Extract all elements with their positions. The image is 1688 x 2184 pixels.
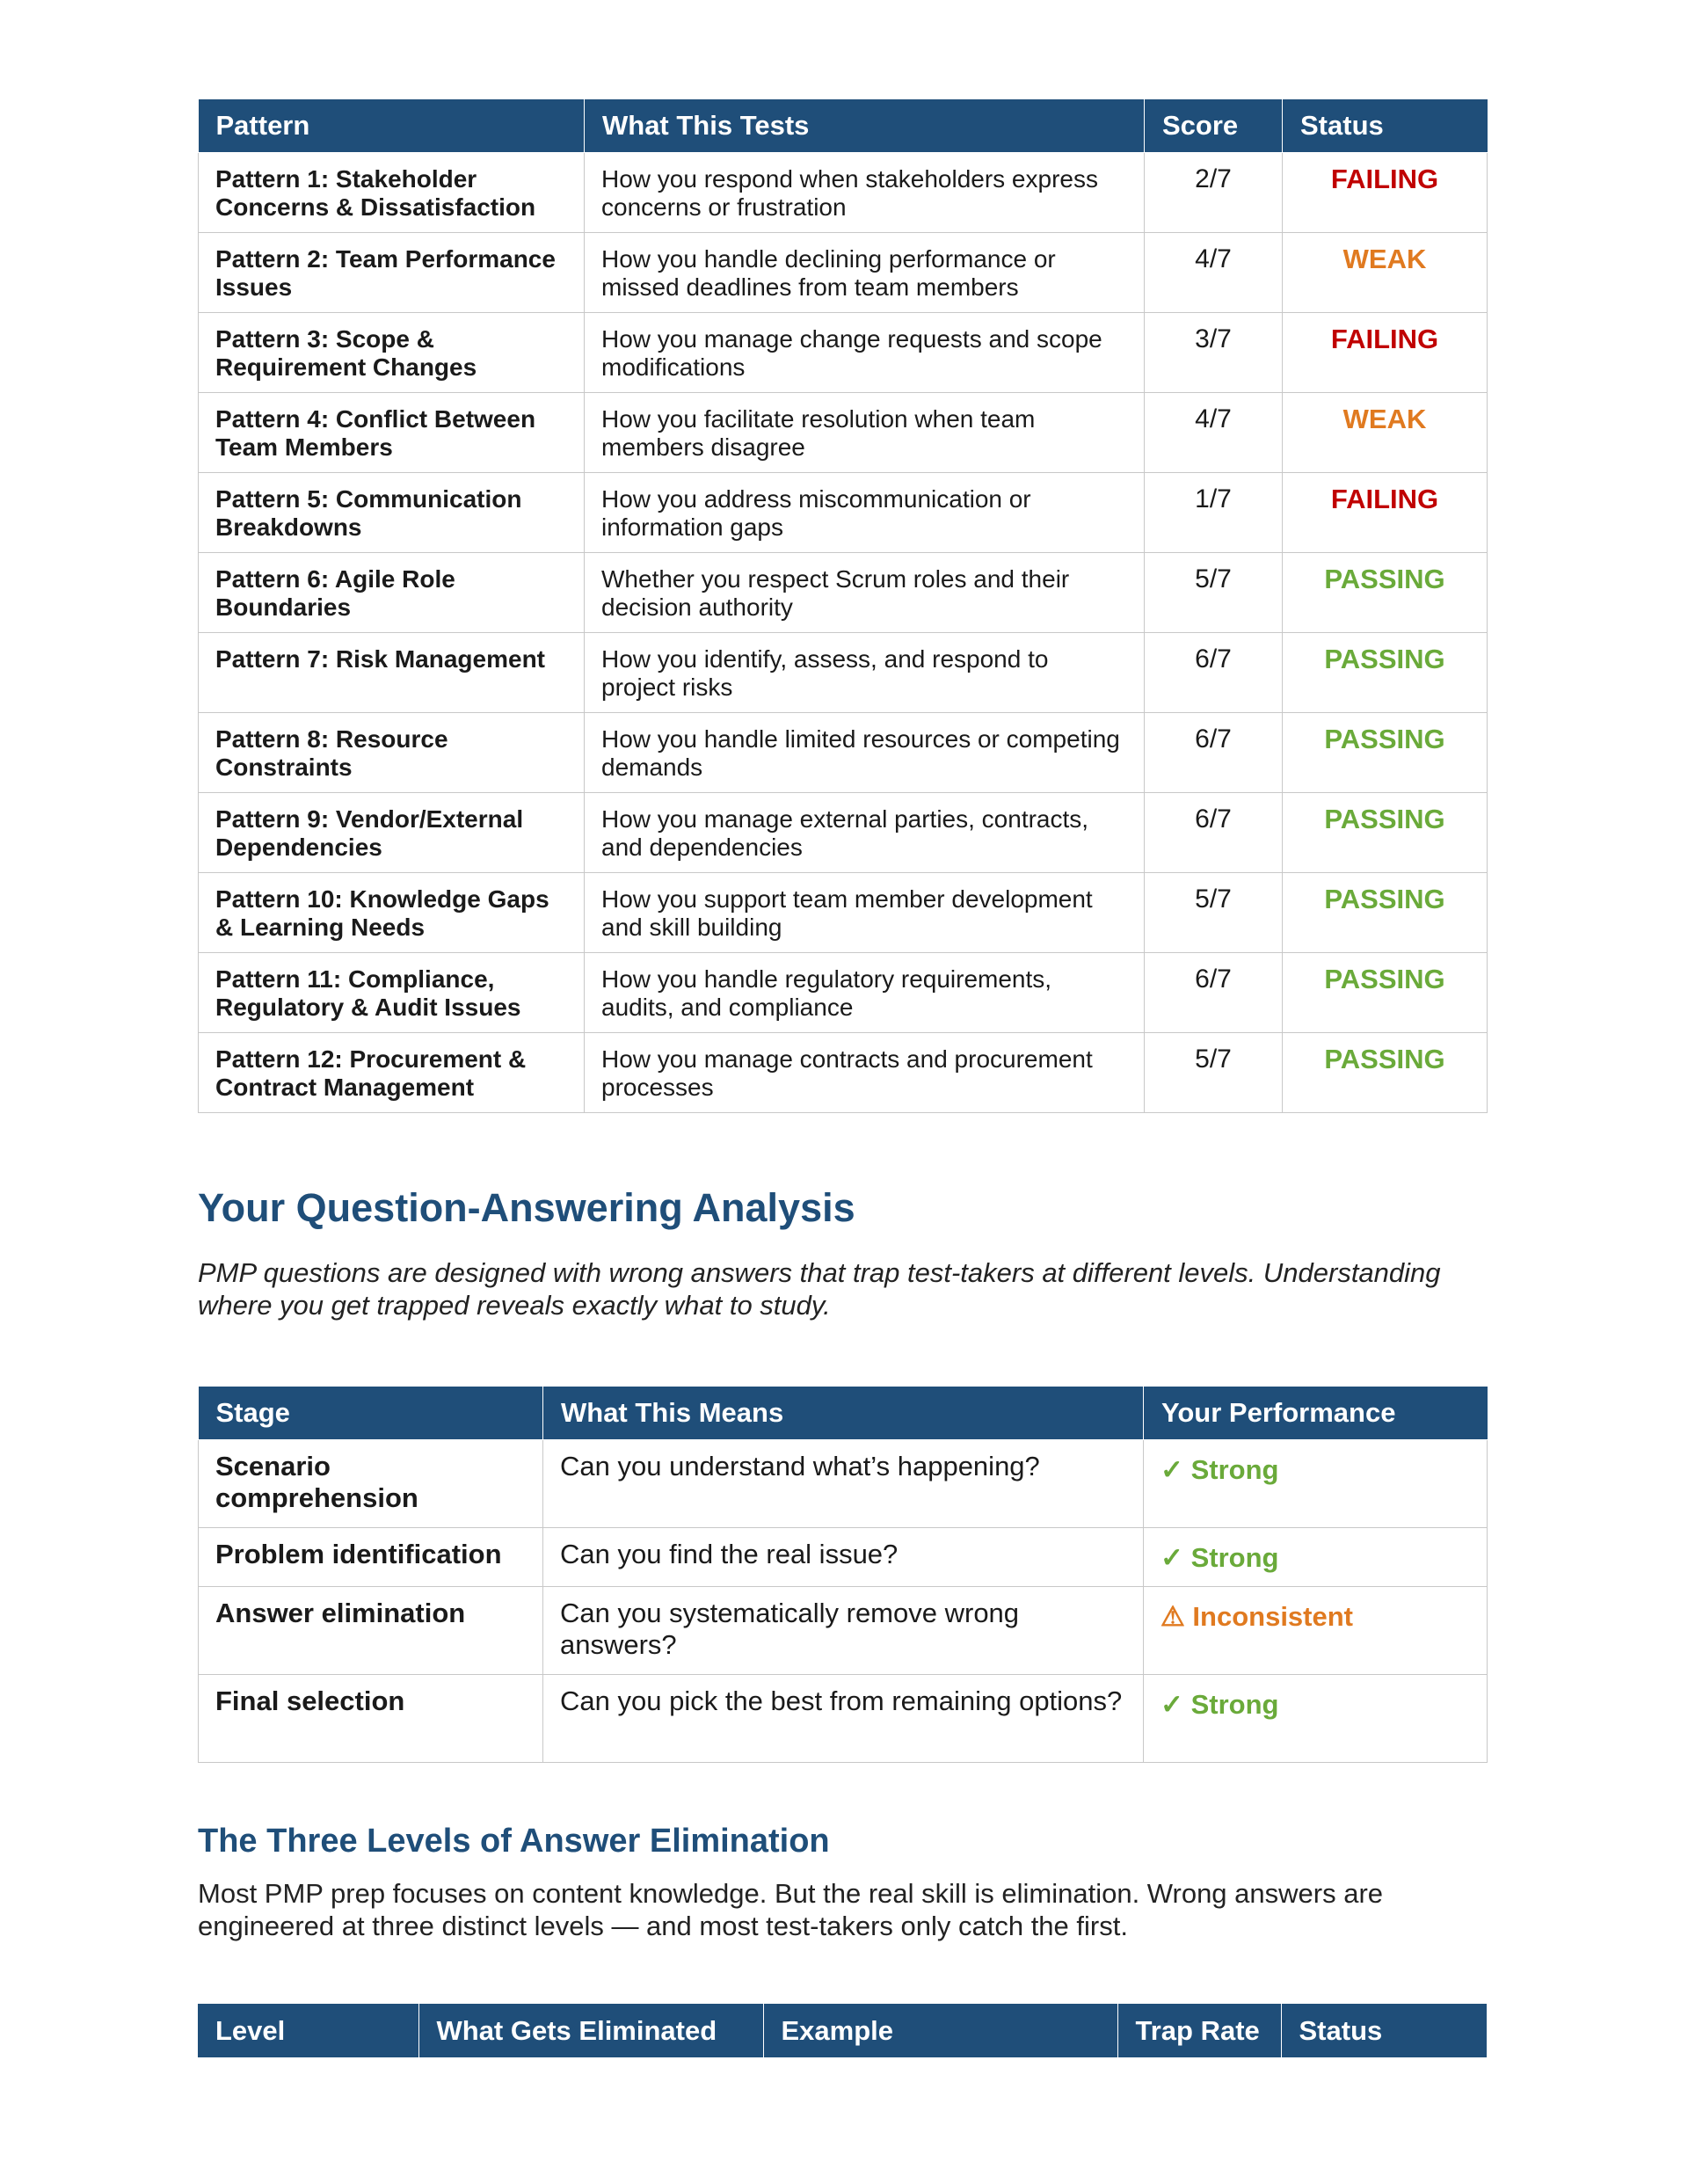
- pattern-tests: How you handle limited resources or competing demands: [585, 713, 1145, 793]
- section-title-levels: The Three Levels of Answer Elimination: [198, 1823, 830, 1860]
- header-stage: Stage: [199, 1387, 543, 1440]
- pattern-score: 3/7: [1145, 313, 1283, 393]
- status-badge: PASSING: [1283, 793, 1488, 873]
- pattern-name: Pattern 5: Communication Breakdowns: [199, 473, 585, 553]
- pattern-tests: How you address miscommunication or information gaps: [585, 473, 1145, 553]
- analysis-intro: PMP questions are designed with wrong answers that trap test-takers at different levels. Understanding where you get trapped reveals exactly what to study.: [198, 1257, 1441, 1321]
- status-badge: WEAK: [1283, 233, 1488, 313]
- pattern-tests: How you handle regulatory requirements, audits, and compliance: [585, 953, 1145, 1033]
- header-status: Status: [1281, 2004, 1487, 2058]
- table-row: [199, 473, 1488, 553]
- performance-badge: [1160, 1542, 1278, 1573]
- table-row: [199, 393, 1488, 473]
- table-row: [199, 793, 1488, 873]
- pattern-name: Pattern 10: Knowledge Gaps & Learning Needs: [199, 873, 585, 953]
- stage-performance: [1144, 1440, 1488, 1528]
- pattern-name: Pattern 4: Conflict Between Team Members: [199, 393, 585, 473]
- pattern-score: 6/7: [1145, 953, 1283, 1033]
- table-row: [199, 313, 1488, 393]
- header-example: Example: [763, 2004, 1117, 2058]
- stage-meaning: Can you understand what’s happening?: [543, 1440, 1144, 1528]
- pattern-score: 1/7: [1145, 473, 1283, 553]
- section-title-analysis: Your Question-Answering Analysis: [198, 1185, 855, 1230]
- pattern-name: Pattern 12: Procurement & Contract Management: [199, 1033, 585, 1113]
- table-row: [199, 713, 1488, 793]
- pattern-tests: How you manage change requests and scope modifications: [585, 313, 1145, 393]
- performance-badge: [1160, 1601, 1353, 1632]
- status-badge: PASSING: [1283, 953, 1488, 1033]
- pattern-tests: How you facilitate resolution when team members disagree: [585, 393, 1145, 473]
- pattern-name: Pattern 2: Team Performance Issues: [199, 233, 585, 313]
- checkmark-icon: ✓: [1160, 1542, 1183, 1573]
- stage-performance: [1144, 1587, 1488, 1675]
- table-row: [199, 1528, 1488, 1587]
- table-row: [199, 873, 1488, 953]
- stage-table-header: [199, 1387, 1488, 1440]
- header-level: Level: [198, 2004, 418, 2058]
- pattern-score: 5/7: [1145, 553, 1283, 633]
- status-badge: WEAK: [1283, 393, 1488, 473]
- table-row: [199, 1587, 1488, 1675]
- pattern-name: Pattern 7: Risk Management: [199, 633, 585, 713]
- pattern-tests: How you respond when stakeholders express concerns or frustration: [585, 153, 1145, 233]
- status-badge: PASSING: [1283, 633, 1488, 713]
- status-badge: FAILING: [1283, 153, 1488, 233]
- header-trap-rate: Trap Rate: [1117, 2004, 1281, 2058]
- stage-performance: [1144, 1675, 1488, 1763]
- table-row: [199, 233, 1488, 313]
- table-row: [199, 553, 1488, 633]
- stage-meaning: Can you find the real issue?: [543, 1528, 1144, 1587]
- performance-label: Inconsistent: [1192, 1601, 1354, 1632]
- status-badge: FAILING: [1283, 473, 1488, 553]
- pattern-name: Pattern 1: Stakeholder Concerns & Dissatisfaction: [199, 153, 585, 233]
- performance-label: Strong: [1190, 1542, 1279, 1573]
- stage-name: Scenario comprehension: [199, 1440, 543, 1528]
- pattern-score: 4/7: [1145, 393, 1283, 473]
- stage-name: Final selection: [199, 1675, 543, 1763]
- performance-label: Strong: [1190, 1454, 1279, 1485]
- header-status: Status: [1283, 99, 1488, 153]
- pattern-score: 6/7: [1145, 713, 1283, 793]
- pattern-name: Pattern 8: Resource Constraints: [199, 713, 585, 793]
- performance-label: Strong: [1190, 1689, 1279, 1720]
- levels-description: Most PMP prep focuses on content knowledge. But the real skill is elimination. Wrong answers are engineered at three distinct levels — and most test-takers only catch the first.: [198, 1878, 1384, 1941]
- header-what-this-tests: What This Tests: [585, 99, 1145, 153]
- pattern-table: [198, 99, 1488, 1113]
- checkmark-icon: ✓: [1160, 1454, 1183, 1485]
- stage-meaning: Can you pick the best from remaining options?: [543, 1675, 1144, 1763]
- performance-badge: [1160, 1454, 1278, 1485]
- pattern-score: 2/7: [1145, 153, 1283, 233]
- levels-table-header: [198, 2004, 1487, 2058]
- pattern-score: 6/7: [1145, 793, 1283, 873]
- levels-table: [198, 2004, 1487, 2058]
- pattern-name: Pattern 11: Compliance, Regulatory & Audit Issues: [199, 953, 585, 1033]
- pattern-tests: How you manage external parties, contracts, and dependencies: [585, 793, 1145, 873]
- stage-table: [198, 1387, 1488, 1763]
- pattern-name: Pattern 6: Agile Role Boundaries: [199, 553, 585, 633]
- header-your-performance: Your Performance: [1144, 1387, 1488, 1440]
- checkmark-icon: ✓: [1160, 1689, 1183, 1720]
- pattern-score: 6/7: [1145, 633, 1283, 713]
- table-row: [199, 1033, 1488, 1113]
- pattern-score: 5/7: [1145, 1033, 1283, 1113]
- stage-meaning: Can you systematically remove wrong answers?: [543, 1587, 1144, 1675]
- pattern-name: Pattern 3: Scope & Requirement Changes: [199, 313, 585, 393]
- header-pattern: Pattern: [199, 99, 585, 153]
- stage-performance: [1144, 1528, 1488, 1587]
- status-badge: PASSING: [1283, 1033, 1488, 1113]
- header-score: Score: [1145, 99, 1283, 153]
- pattern-tests: How you support team member development and skill building: [585, 873, 1145, 953]
- pattern-score: 4/7: [1145, 233, 1283, 313]
- table-row: [199, 153, 1488, 233]
- pattern-tests: Whether you respect Scrum roles and their decision authority: [585, 553, 1145, 633]
- table-row: [199, 633, 1488, 713]
- status-badge: PASSING: [1283, 553, 1488, 633]
- status-badge: PASSING: [1283, 873, 1488, 953]
- table-row: [199, 953, 1488, 1033]
- status-badge: FAILING: [1283, 313, 1488, 393]
- table-row: [199, 1675, 1488, 1763]
- status-badge: PASSING: [1283, 713, 1488, 793]
- header-what-this-means: What This Means: [543, 1387, 1144, 1440]
- table-row: [199, 1440, 1488, 1528]
- pattern-tests: How you identify, assess, and respond to project risks: [585, 633, 1145, 713]
- stage-name: Answer elimination: [199, 1587, 543, 1675]
- pattern-table-header: [199, 99, 1488, 153]
- stage-name: Problem identification: [199, 1528, 543, 1587]
- pattern-tests: How you handle declining performance or missed deadlines from team members: [585, 233, 1145, 313]
- pattern-name: Pattern 9: Vendor/External Dependencies: [199, 793, 585, 873]
- pattern-tests: How you manage contracts and procurement processes: [585, 1033, 1145, 1113]
- header-what-gets-eliminated: What Gets Eliminated: [418, 2004, 763, 2058]
- pattern-score: 5/7: [1145, 873, 1283, 953]
- performance-badge: [1160, 1689, 1278, 1720]
- warning-icon: ⚠: [1160, 1601, 1185, 1632]
